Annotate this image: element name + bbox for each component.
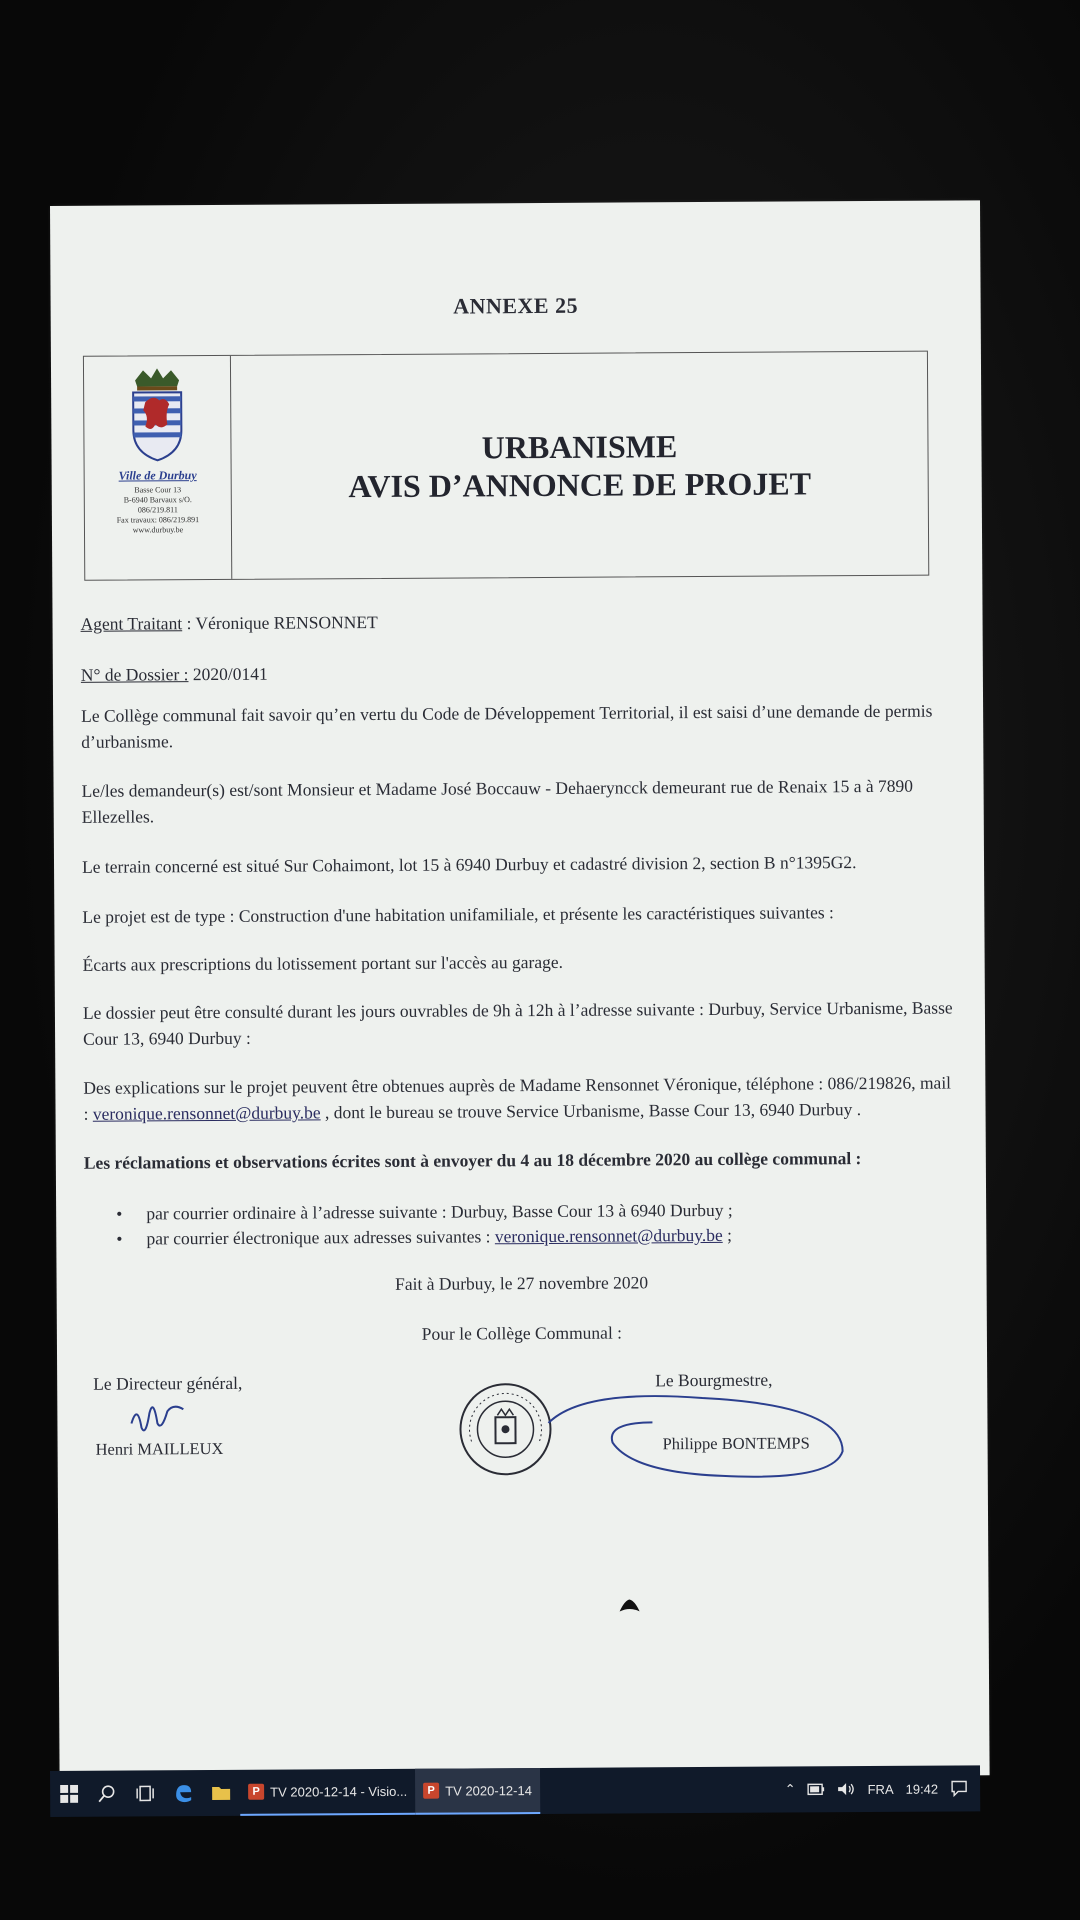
dossier-label: N° de Dossier : <box>80 664 189 685</box>
bullet-glyph: • <box>116 1228 123 1249</box>
agent-value: : Véronique RENSONNET <box>182 612 378 634</box>
search-button[interactable] <box>88 1771 126 1817</box>
notification-icon[interactable] <box>950 1779 968 1797</box>
agent-label: Agent Traitant <box>80 613 183 634</box>
reclamations-notice: Les réclamations et observations écrites sont à envoyer du 4 au 18 décembre 2020 au collège communal : <box>83 1148 862 1173</box>
bourgmestre-name: Philippe BONTEMPS <box>662 1433 810 1454</box>
logo-address: Basse Cour 13 B-6940 Barvaux s/O. 086/219.811 Fax travaux: 086/219.891 www.durbuy.be <box>116 485 200 535</box>
list-item: • par courrier ordinaire à l’adresse suivante : Durbuy, Basse Cour 13 à 6940 Durbuy ; <box>116 1197 936 1227</box>
coat-of-arms-icon <box>125 366 190 462</box>
ville-label: Ville de Durbuy <box>118 468 197 483</box>
pour-le-college: Pour le Collège Communal : <box>421 1322 623 1344</box>
email-link[interactable]: veronique.rensonnet@durbuy.be <box>92 1102 321 1124</box>
edge-browser-icon <box>173 1783 193 1803</box>
folder-icon <box>211 1784 231 1802</box>
paragraph-college: Le Collège communal fait savoir qu’en vertu du Code de Développement Territorial, il est saisi d’une demande de permis d’urbanisme. <box>81 700 933 752</box>
file-explorer-button[interactable] <box>202 1770 240 1816</box>
email-link[interactable]: veronique.rensonnet@durbuy.be <box>494 1224 723 1247</box>
paragraph-terrain: Le terrain concerné est situé Sur Cohaimont, lot 15 à 6940 Durbuy et cadastré division 2, section B n°1395G2. <box>81 852 857 877</box>
municipality-logo <box>84 356 232 580</box>
paragraph-projet: Le projet est de type : Construction d'une habitation unifamiliale, et présente les caractéristiques suivantes : <box>82 902 834 927</box>
volume-icon[interactable] <box>838 1782 856 1796</box>
bourgmestre-title: Le Bourgmestre, <box>655 1369 773 1391</box>
document-title <box>231 352 928 579</box>
title-line-2: AVIS D’ANNONCE DE PROJET <box>348 464 812 504</box>
dossier-line <box>81 657 951 688</box>
paragraph-demandeurs: Le/les demandeur(s) est/sont Monsieur et Madame José Boccauw - Dehaeryncck demeurant rue de Renaix 15 a à 7890 Ellezelles. <box>81 775 914 827</box>
title-line-1: URBANISME <box>481 427 678 465</box>
directeur-name: Henri MAILLEUX <box>95 1438 224 1459</box>
annexe-heading: ANNEXE 25 <box>453 292 579 319</box>
battery-icon[interactable] <box>808 1783 826 1795</box>
list-item: • par courrier électronique aux adresses suivantes : veronique.rensonnet@durbuy.be ; <box>116 1222 936 1252</box>
edge-button[interactable] <box>164 1770 202 1816</box>
directeur-title: Le Directeur général, <box>93 1372 243 1394</box>
taskbar-app-powerpoint-2[interactable] <box>415 1768 540 1815</box>
taskbar-app-label: TV 2020-12-14 <box>445 1782 532 1799</box>
powerpoint-icon: P <box>248 1784 264 1800</box>
windows-logo-icon <box>60 1785 78 1803</box>
signature-directeur <box>127 1393 187 1439</box>
search-icon <box>98 1785 116 1803</box>
clock[interactable]: 19:42 <box>905 1781 939 1797</box>
bullet-glyph: • <box>116 1203 123 1224</box>
taskbar-app-label: TV 2020-12-14 - Visio... <box>270 1783 408 1800</box>
start-button[interactable] <box>50 1771 88 1817</box>
mouse-cursor-icon <box>619 1598 641 1612</box>
paragraph-ecarts: Écarts aux prescriptions du lotissement portant sur l'accès au garage. <box>82 951 564 975</box>
task-view-button[interactable] <box>126 1770 164 1816</box>
powerpoint-icon: P <box>423 1783 439 1799</box>
paragraph-explications: Des explications sur le projet peuvent être obtenues auprès de Madame Rensonnet Véronique, téléphone : 086/219826, mail : veronique.rensonnet@durbuy.be , dont le bureau se trouve Service Urbanisme, Basse Cour 13, 6940 Durbuy . <box>83 1072 952 1124</box>
paragraph-consultation: Le dossier peut être consulté durant les jours ouvrables de 9h à 12h à l’adresse suivante : Durbuy, Service Urbanisme, Basse Cour 13, 6940 Durbuy : <box>82 997 953 1049</box>
bullet-list <box>116 1197 936 1252</box>
chevron-up-icon[interactable]: ⌃ <box>784 1781 796 1797</box>
document-page <box>50 200 990 1766</box>
agent-line <box>80 606 950 637</box>
fait-a-durbuy: Fait à Durbuy, le 27 novembre 2020 <box>394 1272 649 1294</box>
dossier-value: 2020/0141 <box>188 663 268 685</box>
task-view-icon <box>136 1784 154 1802</box>
municipal-seal-icon <box>457 1381 554 1478</box>
taskbar-app-powerpoint-1[interactable] <box>240 1769 415 1816</box>
system-tray <box>785 1779 981 1798</box>
windows-taskbar <box>50 1765 980 1817</box>
pdf-viewer-screen <box>50 200 990 1781</box>
header-box <box>83 351 929 581</box>
language-indicator[interactable]: FRA <box>867 1781 894 1797</box>
